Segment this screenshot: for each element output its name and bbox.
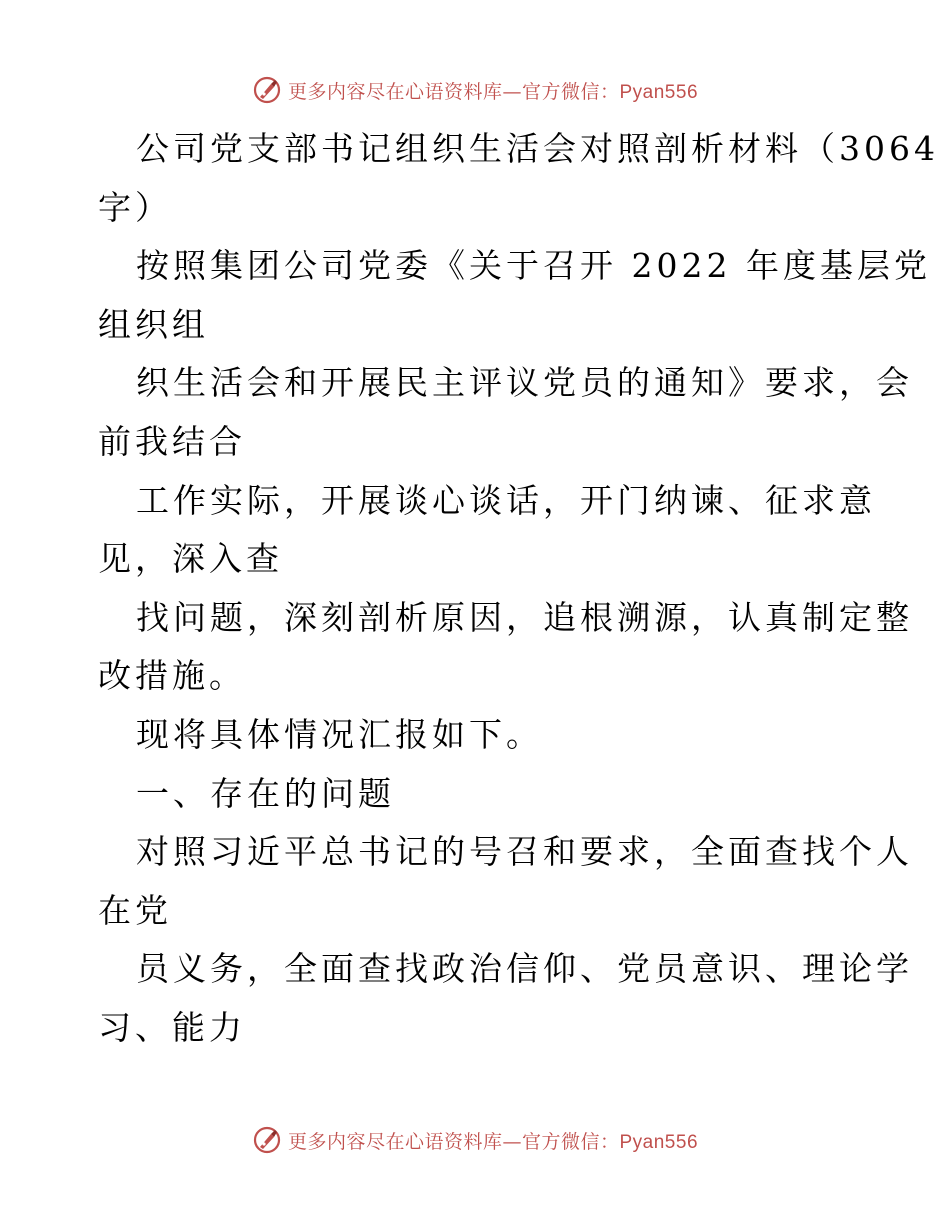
footer-dash: — <box>502 1130 522 1153</box>
text-line: 改措施。 <box>98 656 246 696</box>
text-line: 公司党支部书记组织生活会对照剖析材料（3064 <box>136 129 939 168</box>
pen-nib-logo-icon <box>252 1125 282 1155</box>
footer-site-text: 更多内容尽在心语资料库 <box>287 1130 503 1153</box>
document-body <box>98 120 939 1058</box>
pen-nib-logo-icon <box>252 75 282 105</box>
text-line: 前我结合 <box>98 421 246 461</box>
text-line: 现将具体情况汇报如下。 <box>136 714 543 754</box>
text-line: 工作实际，开展谈心谈话，开门纳谏、征求意 <box>136 480 876 520</box>
header-site-text: 更多内容尽在心语资料库 <box>287 80 503 103</box>
footer-banner <box>0 1120 950 1160</box>
footer-wechat-label: 官方微信： <box>521 1130 620 1153</box>
section-heading: 一、存在的问题 <box>136 773 395 813</box>
footer-wechat-id: Pyan556 <box>619 1131 699 1153</box>
text-line: 对照习近平总书记的号召和要求，全面查找个人 <box>136 832 913 872</box>
text-line: 在党 <box>98 890 172 930</box>
text-line: 习、能力 <box>98 1007 246 1047</box>
header-wechat-id: Pyan556 <box>619 81 699 103</box>
text-line: 找问题，深刻剖析原因，追根溯源，认真制定整 <box>136 597 913 637</box>
header-banner <box>0 70 950 110</box>
header-wechat-label: 官方微信： <box>521 80 620 103</box>
text-line: 按照集团公司党委《关于召开 2022 年度基层党 <box>136 246 931 286</box>
text-line: 组织组 <box>98 304 209 344</box>
text-line: 织生活会和开展民主评议党员的通知》要求，会 <box>136 363 913 403</box>
text-line: 字） <box>98 187 172 227</box>
text-line: 员义务，全面查找政治信仰、党员意识、理论学 <box>136 949 913 989</box>
text-line: 见，深入查 <box>98 539 283 579</box>
header-dash: — <box>502 80 522 103</box>
